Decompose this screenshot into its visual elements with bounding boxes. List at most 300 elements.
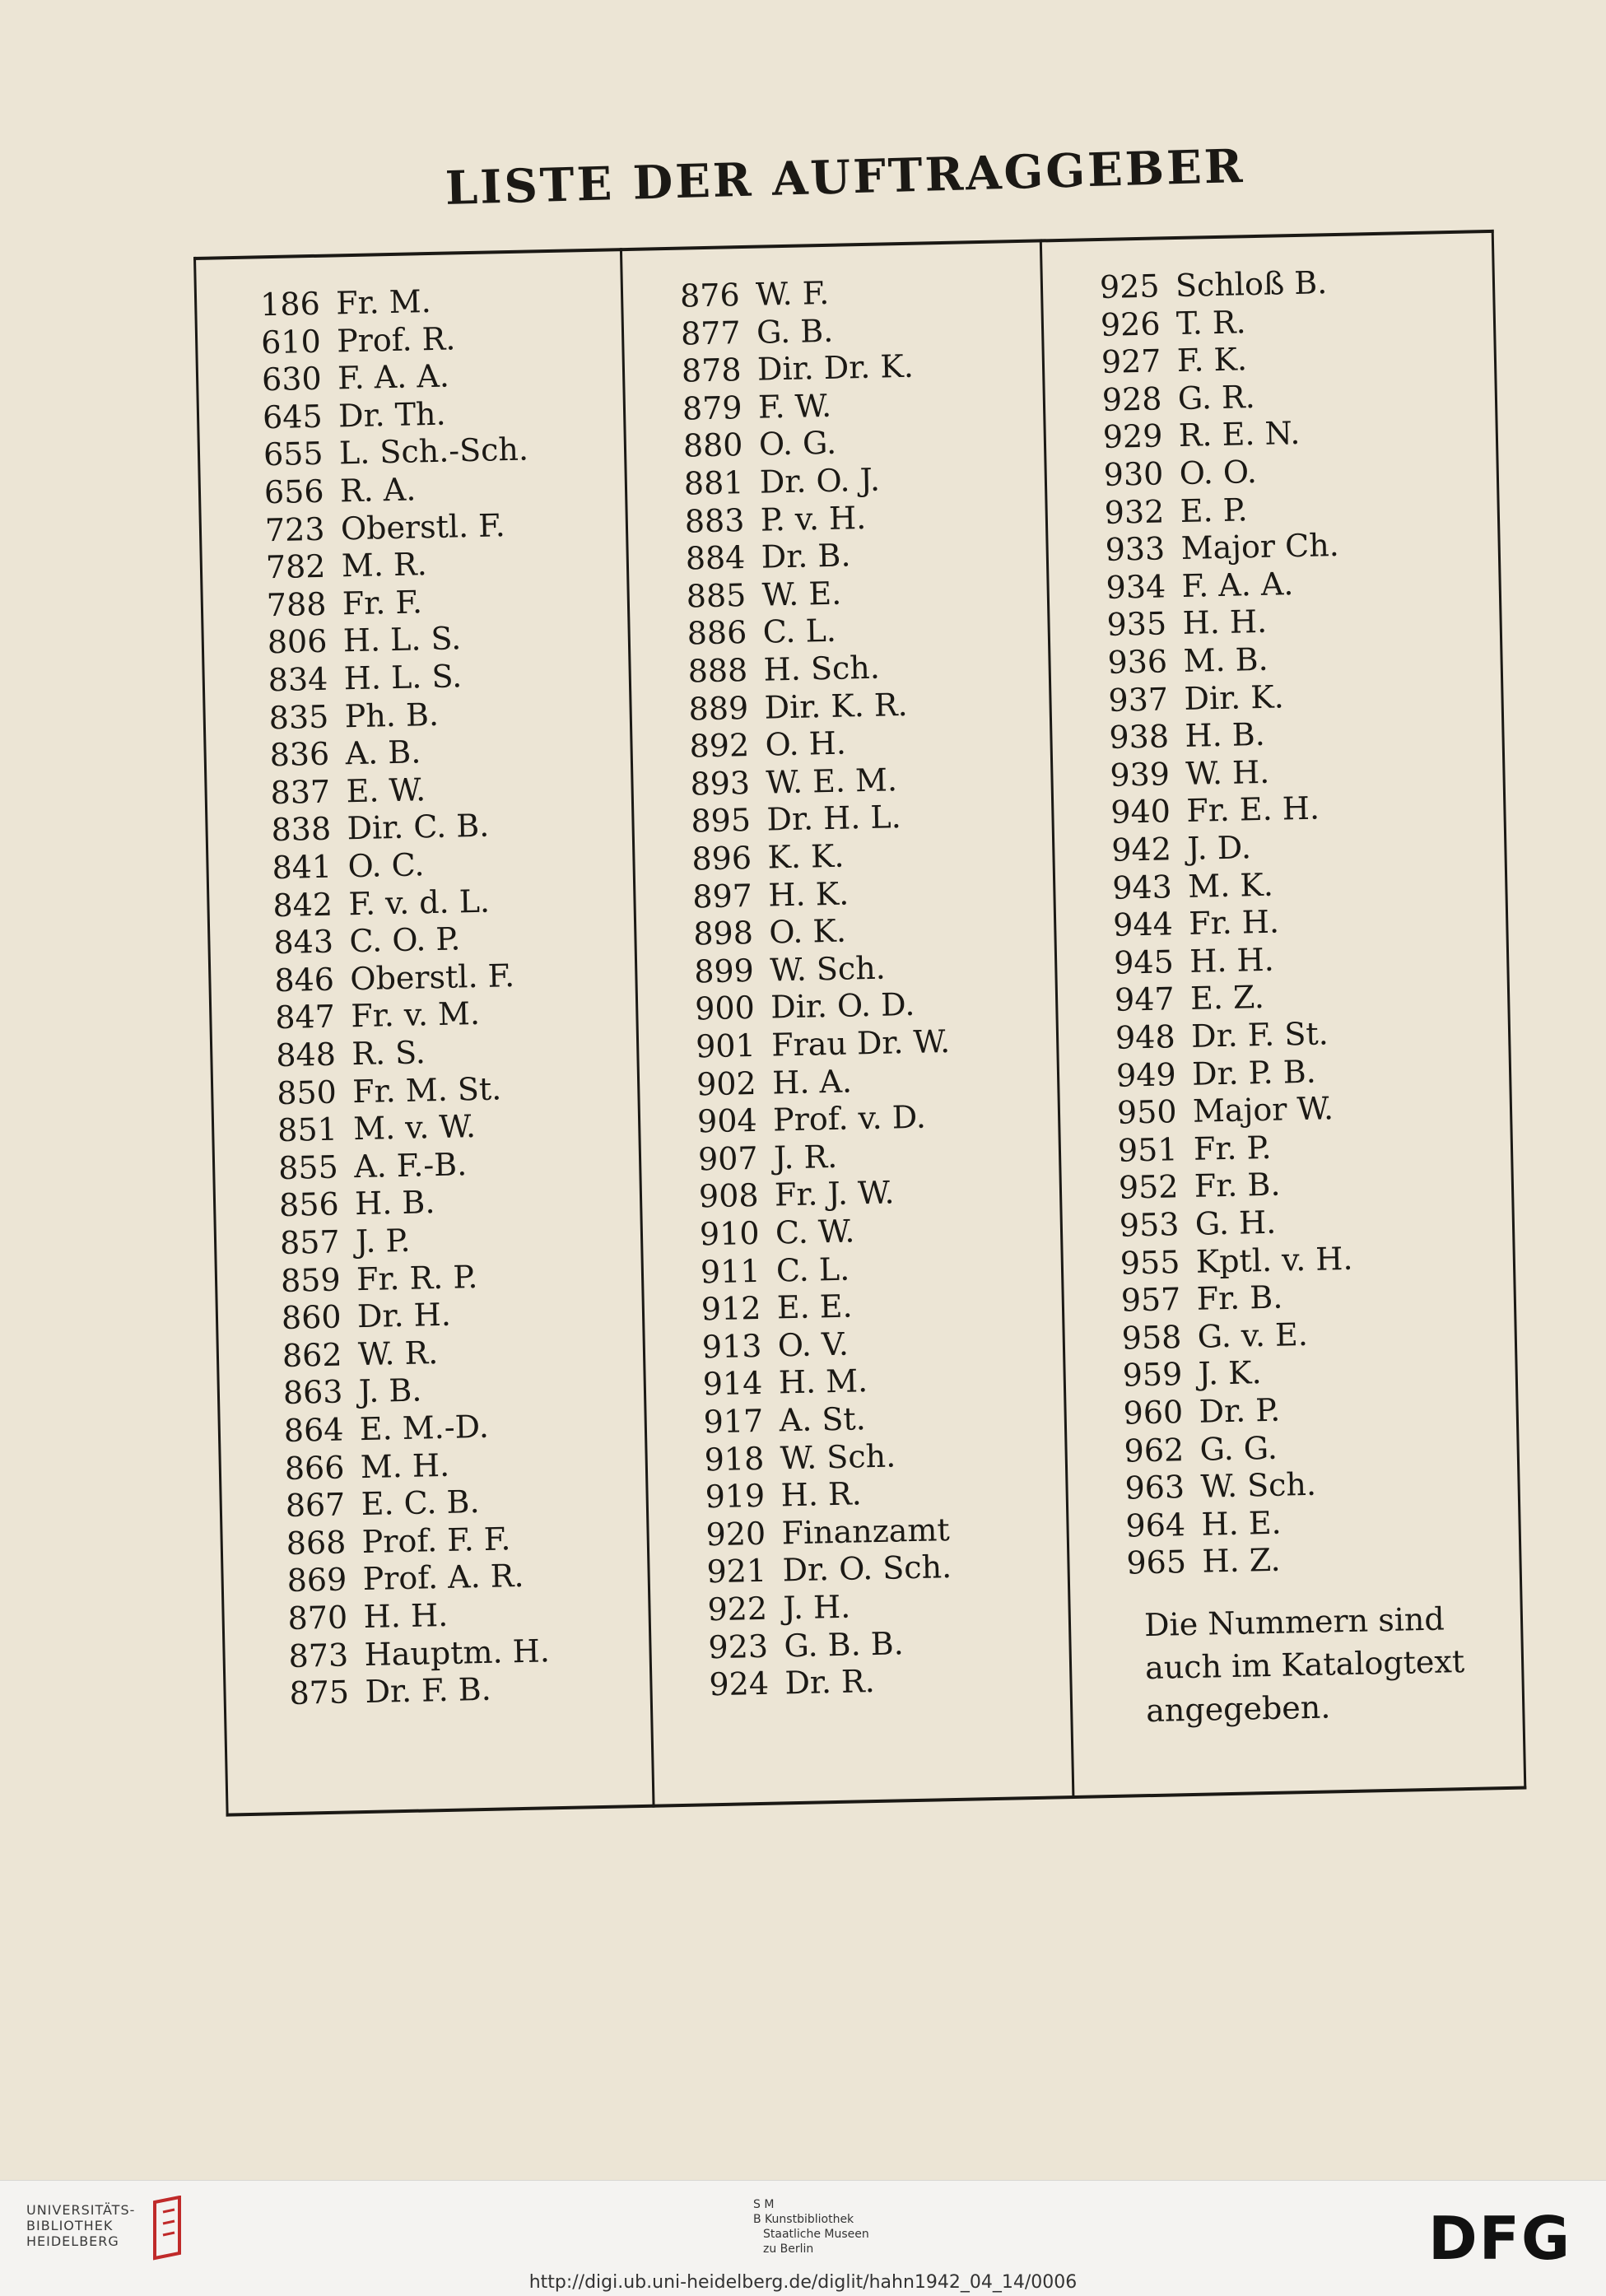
list-item [707, 1589, 851, 1628]
list-item [263, 395, 446, 435]
entry-name: C. L. [775, 1250, 850, 1289]
entry-number: 963 [1124, 1469, 1185, 1507]
entry-number: 848 [275, 1036, 337, 1074]
list-item [1125, 1504, 1282, 1544]
entry-number: 876 [679, 277, 741, 314]
entry-name: P. v. H. [760, 499, 867, 538]
entry-name: R. S. [351, 1034, 426, 1073]
list-item [704, 1437, 896, 1478]
entry-number: 949 [1115, 1055, 1177, 1094]
entry-number: 947 [1114, 980, 1175, 1019]
entry-name: Kptl. v. H. [1195, 1240, 1353, 1280]
entry-name: O. C. [347, 846, 425, 885]
entry-number: 898 [692, 915, 754, 952]
entry-name: H. A. [771, 1063, 853, 1101]
list-item [1124, 1429, 1278, 1469]
entry-name: H. H. [363, 1596, 449, 1636]
entry-number: 927 [1101, 342, 1161, 381]
entry-name: O. K. [768, 912, 847, 951]
list-item [1122, 1355, 1262, 1395]
list-item [1100, 264, 1328, 305]
list-item [265, 507, 506, 548]
list-item [265, 546, 427, 585]
list-item [684, 500, 866, 540]
entry-number: 843 [273, 923, 334, 962]
list-item [1112, 866, 1273, 906]
entry-name: J. P. [355, 1222, 411, 1260]
entry-name: W. H. [1185, 753, 1270, 792]
list-item [682, 348, 915, 389]
table-border-top [193, 230, 1494, 260]
list-item [1101, 341, 1247, 380]
entry-number: 885 [686, 576, 747, 615]
entry-number: 875 [289, 1674, 350, 1712]
entry-number: 888 [687, 652, 748, 690]
entry-name: H. H. [1189, 941, 1275, 980]
entry-number: 911 [700, 1252, 761, 1290]
entry-name: J. H. [783, 1588, 851, 1627]
entry-name: O. G. [758, 425, 837, 463]
entry-name: H. Sch. [763, 649, 881, 688]
note-line: auch im Katalogtext [1144, 1643, 1465, 1687]
entry-number: 645 [262, 398, 324, 436]
entry-number: 959 [1122, 1356, 1183, 1395]
list-item [681, 312, 834, 352]
list-item [689, 725, 846, 765]
entry-name: Prof. A. R. [362, 1558, 524, 1598]
list-item [701, 1325, 849, 1365]
list-item [1123, 1392, 1280, 1432]
entry-name: Dr. O. J. [759, 461, 881, 501]
list-item [1101, 304, 1246, 343]
entry-name: Frau Dr. W. [770, 1022, 951, 1064]
entry-number: 723 [264, 510, 325, 548]
list-item [705, 1476, 862, 1516]
list-item [703, 1400, 866, 1440]
list-item [264, 471, 417, 510]
list-item [268, 696, 439, 735]
entry-name: Fr. M. [335, 282, 432, 322]
entry-number: 847 [274, 998, 336, 1036]
list-item [1103, 454, 1257, 493]
list-item [708, 1625, 904, 1665]
list-item [1102, 415, 1300, 455]
list-item [683, 462, 880, 502]
entry-number: 186 [259, 285, 321, 324]
entry-number: 869 [286, 1561, 347, 1600]
entry-name: Dir. O. D. [770, 986, 915, 1026]
column-divider-1 [620, 248, 655, 1808]
list-item [680, 275, 830, 314]
entry-number: 884 [685, 539, 746, 577]
list-item [267, 621, 461, 661]
entry-name: E. M.-D. [359, 1408, 490, 1448]
entry-name: F. W. [757, 387, 832, 426]
entry-name: H. L. S. [342, 620, 462, 659]
list-item [1120, 1279, 1282, 1319]
entry-name: H. H. [1182, 603, 1268, 642]
entry-name: Fr. P. [1193, 1129, 1272, 1167]
list-item [1114, 941, 1274, 980]
entry-number: 964 [1125, 1506, 1186, 1544]
contractor-table [193, 230, 1526, 1817]
entry-number: 924 [709, 1665, 770, 1703]
entry-number: 655 [263, 435, 324, 473]
list-item [260, 283, 431, 323]
entry-number: 656 [263, 473, 324, 511]
entry-number: 841 [272, 848, 333, 887]
entry-name: Prof. R. [336, 319, 456, 359]
entry-number: 938 [1109, 718, 1170, 757]
university-library-logo-icon [147, 2196, 194, 2261]
list-item [277, 1070, 502, 1111]
entry-number: 962 [1124, 1431, 1185, 1469]
entry-name: Dr. F. B. [365, 1670, 492, 1711]
entry-number: 893 [690, 764, 751, 803]
entry-number: 870 [287, 1599, 348, 1637]
entry-number: 859 [280, 1261, 342, 1299]
entry-number: 922 [707, 1590, 768, 1628]
page-title: LISTE DER AUFTRAGGEBER [445, 138, 1246, 216]
entry-number: 897 [691, 877, 753, 915]
entry-number: 899 [693, 952, 755, 990]
entry-number: 958 [1121, 1318, 1182, 1357]
entry-number: 873 [288, 1637, 349, 1674]
entry-number: 856 [278, 1185, 340, 1224]
list-item [271, 808, 490, 849]
entry-number: 945 [1113, 943, 1175, 981]
list-item [702, 1363, 868, 1403]
list-item [1121, 1316, 1308, 1357]
entry-name: H. L. S. [343, 658, 463, 697]
entry-name: C. L. [762, 612, 837, 650]
list-item [696, 1063, 853, 1102]
entry-number: 866 [284, 1449, 345, 1487]
entry-name: M. B. [1183, 640, 1269, 679]
entry-name: Dr. B. [761, 537, 851, 575]
list-item [1119, 1204, 1276, 1244]
entry-name: L. Sch.-Sch. [338, 431, 529, 472]
list-item [269, 734, 421, 774]
entry-number: 952 [1118, 1168, 1179, 1207]
entry-name: H. E. [1201, 1504, 1282, 1543]
entry-name: G. H. [1194, 1204, 1277, 1242]
entry-name: A. F.-B. [353, 1146, 468, 1185]
entry-name: Fr. E. H. [1185, 789, 1320, 830]
entry-name: F. v. d. L. [348, 883, 491, 922]
entry-name: C. W. [775, 1213, 855, 1251]
entry-name: W. E. M. [766, 761, 898, 801]
entry-number: 935 [1106, 605, 1167, 644]
entry-name: H. R. [780, 1475, 863, 1514]
dfg-logo: DFG [1428, 2204, 1572, 2273]
list-item [705, 1511, 950, 1553]
list-item [696, 1023, 951, 1064]
entry-name: W. Sch. [769, 949, 887, 989]
entry-name: F. K. [1176, 341, 1248, 380]
entry-name: Dir. Dr. K. [756, 347, 915, 388]
entry-name: M. K. [1187, 866, 1274, 905]
list-item [289, 1671, 491, 1712]
entry-name: Dr. R. [784, 1663, 876, 1702]
entry-number: 630 [261, 360, 323, 398]
entry-number: 837 [270, 773, 331, 811]
entry-name: M. H. [360, 1446, 450, 1485]
entry-number: 835 [268, 698, 329, 736]
entry-name: E. W. [346, 771, 426, 810]
list-item [692, 875, 850, 915]
table-border-bottom [226, 1786, 1527, 1816]
list-item [691, 799, 901, 840]
list-item [272, 883, 490, 924]
list-item [1107, 641, 1269, 681]
entry-name: Dr. P. B. [1191, 1053, 1317, 1092]
entry-name: J. K. [1198, 1354, 1263, 1393]
entry-number: 883 [684, 501, 745, 540]
list-item [1124, 1466, 1316, 1507]
list-item [700, 1250, 850, 1290]
entry-name: K. K. [766, 837, 845, 876]
entry-number: 950 [1116, 1093, 1178, 1131]
entry-name: R. A. [339, 471, 417, 510]
list-item [286, 1558, 524, 1599]
entry-name: Fr. M. St. [351, 1069, 502, 1110]
entry-name: Hauptm. H. [364, 1632, 551, 1673]
entry-number: 881 [683, 464, 744, 502]
list-item [280, 1223, 411, 1261]
entry-number: 912 [701, 1290, 761, 1328]
list-item [1117, 1090, 1334, 1130]
list-item [682, 388, 832, 427]
list-item [709, 1663, 875, 1702]
entry-number: 806 [267, 623, 328, 661]
entry-name: E. E. [776, 1288, 854, 1326]
list-item [695, 986, 915, 1027]
list-item [1113, 904, 1280, 943]
entry-name: T. R. [1175, 303, 1247, 342]
entry-name: Prof. F. F. [361, 1521, 511, 1560]
list-item [1116, 1053, 1317, 1093]
entry-name: H. Z. [1202, 1542, 1282, 1581]
list-item [261, 320, 456, 361]
entry-name: W. Sch. [780, 1437, 896, 1476]
entry-number: 953 [1119, 1206, 1180, 1244]
entry-number: 879 [682, 389, 742, 427]
entry-name: Prof. v. D. [772, 1098, 927, 1139]
entry-number: 925 [1099, 268, 1160, 305]
list-item [279, 1185, 435, 1224]
entry-number: 900 [694, 990, 756, 1027]
entry-name: Dir. C. B. [347, 808, 490, 847]
entry-number: 862 [282, 1336, 342, 1374]
entry-number: 955 [1120, 1243, 1180, 1282]
list-item [1105, 527, 1339, 568]
entry-name: G. R. [1177, 378, 1256, 417]
entry-number: 864 [283, 1411, 344, 1450]
entry-name: Oberstl. F. [340, 506, 506, 547]
entry-number: 943 [1111, 868, 1173, 906]
catalog-note [1144, 1597, 1466, 1732]
smb-logo-text: S M B Kunstbibliothek Staatliche Museen zu Berlin [753, 2198, 869, 2256]
list-item [273, 921, 461, 962]
entry-name: J. D. [1186, 829, 1252, 867]
entry-name: Finanzamt [781, 1511, 951, 1552]
entry-number: 850 [276, 1073, 337, 1111]
entry-number: 895 [691, 802, 752, 840]
entry-number: 948 [1115, 1018, 1176, 1056]
entry-name: F. A. A. [1181, 565, 1294, 604]
entry-name: Fr. J. W. [774, 1174, 895, 1213]
list-item [287, 1597, 448, 1637]
note-line: Die Nummern sind [1143, 1600, 1445, 1644]
entry-number: 929 [1102, 417, 1163, 456]
entry-number: 836 [269, 735, 330, 774]
list-item [698, 1139, 838, 1178]
entry-number: 896 [691, 839, 752, 878]
list-item [277, 1108, 477, 1148]
entry-name: Dir. K. [1184, 678, 1285, 717]
list-item [1110, 754, 1270, 794]
list-item [700, 1213, 855, 1252]
entry-name: Dr. H. [356, 1296, 452, 1335]
column-divider-2 [1040, 239, 1075, 1799]
entry-number: 855 [277, 1148, 339, 1186]
list-item [687, 612, 836, 652]
entry-number: 851 [277, 1111, 338, 1149]
entry-number: 951 [1117, 1131, 1178, 1169]
entry-number: 860 [281, 1298, 342, 1337]
entry-number: 933 [1105, 530, 1166, 569]
entry-name: Fr. R. P. [356, 1258, 478, 1297]
entry-number: 878 [681, 352, 742, 389]
list-item [1101, 379, 1255, 418]
note-line: angegeben. [1145, 1688, 1331, 1730]
list-item [1106, 603, 1267, 643]
entry-number: 918 [704, 1440, 765, 1478]
entry-number: 834 [268, 660, 328, 699]
list-item [1104, 491, 1248, 531]
entry-name: G. v. E. [1197, 1316, 1309, 1355]
entry-name: J. R. [773, 1138, 838, 1176]
list-item [685, 538, 851, 577]
entry-name: E. Z. [1189, 979, 1265, 1018]
entry-number: 939 [1109, 756, 1171, 794]
entry-number: 960 [1123, 1394, 1184, 1432]
entry-name: Dr. H. L. [766, 799, 902, 838]
entry-number: 842 [272, 886, 333, 924]
entry-number: 782 [265, 547, 326, 586]
list-item [284, 1446, 449, 1486]
list-item [268, 658, 462, 698]
list-item [285, 1483, 480, 1524]
list-item [278, 1146, 468, 1186]
entry-number: 907 [697, 1139, 759, 1178]
list-item [1126, 1542, 1281, 1581]
entry-number: 902 [696, 1064, 757, 1103]
list-item [275, 995, 480, 1036]
list-item [270, 771, 426, 811]
entry-number: 965 [1126, 1544, 1187, 1581]
list-item [693, 913, 846, 952]
entry-name: M. R. [341, 546, 428, 584]
entry-number: 857 [279, 1223, 341, 1262]
entry-number: 928 [1101, 380, 1162, 418]
entry-name: G. B. B. [784, 1624, 905, 1664]
entry-number: 919 [705, 1477, 766, 1516]
list-item [1118, 1167, 1280, 1206]
entry-number: 788 [266, 585, 327, 624]
entry-number: 944 [1112, 906, 1174, 943]
entry-name: G. G. [1199, 1429, 1278, 1468]
entry-number: 921 [706, 1553, 767, 1590]
entry-number: 886 [687, 614, 747, 652]
list-item [682, 425, 836, 464]
entry-name: O. H. [765, 724, 847, 763]
entry-number: 917 [703, 1402, 764, 1441]
entry-name: W. E. [761, 575, 842, 613]
list-item [281, 1259, 478, 1299]
list-item [282, 1334, 439, 1374]
list-item [1120, 1240, 1353, 1281]
entry-number: 904 [696, 1102, 758, 1140]
entry-name: G. B. [756, 312, 834, 351]
entry-name: C. O. P. [348, 920, 461, 960]
list-item [282, 1297, 452, 1336]
list-item [687, 650, 880, 690]
list-item [1108, 678, 1284, 718]
entry-name: Schloß B. [1175, 264, 1328, 305]
entry-name: O. V. [777, 1325, 850, 1364]
entry-name: H. B. [1184, 716, 1266, 755]
entry-number: 901 [695, 1027, 756, 1065]
list-item [274, 957, 515, 999]
list-item [701, 1288, 853, 1328]
entry-number: 846 [273, 961, 335, 999]
source-url[interactable]: http://digi.ub.uni-heidelberg.de/diglit/hahn1942_04_14/0006 [528, 2272, 1078, 2293]
entry-name: Fr. v. M. [350, 995, 481, 1035]
entry-name: Dir. K. R. [764, 686, 909, 726]
entry-number: 932 [1104, 492, 1165, 531]
entry-name: Fr. B. [1194, 1166, 1281, 1205]
entry-name: Ph. B. [344, 696, 440, 734]
entry-number: 914 [702, 1365, 763, 1403]
entry-number: 908 [698, 1177, 760, 1215]
university-library-logo-text: UNIVERSITÄTS- BIBLIOTHEK HEIDELBERG [26, 2202, 136, 2249]
list-item [276, 1034, 426, 1073]
entry-name: E. P. [1180, 491, 1249, 529]
entry-number: 913 [701, 1327, 762, 1366]
list-item [1106, 566, 1294, 606]
entry-number: 936 [1107, 643, 1168, 681]
entry-name: M. v. W. [352, 1108, 477, 1148]
entry-number: 910 [699, 1214, 760, 1253]
table-border-right [1492, 230, 1527, 1790]
entry-name: Major Ch. [1180, 527, 1340, 567]
list-item [1111, 829, 1252, 869]
list-item [263, 431, 529, 473]
list-item [266, 584, 422, 623]
entry-name: A. B. [345, 734, 421, 772]
list-item [288, 1632, 550, 1674]
entry-number: 892 [689, 727, 750, 765]
entry-number: 937 [1108, 680, 1169, 719]
entry-number: 838 [271, 811, 332, 849]
entry-name: Dr. Th. [337, 395, 447, 435]
entry-name: F. A. A. [337, 357, 450, 397]
entry-number: 940 [1110, 793, 1171, 831]
entry-number: 863 [282, 1373, 343, 1412]
entry-name: Major W. [1192, 1090, 1334, 1129]
